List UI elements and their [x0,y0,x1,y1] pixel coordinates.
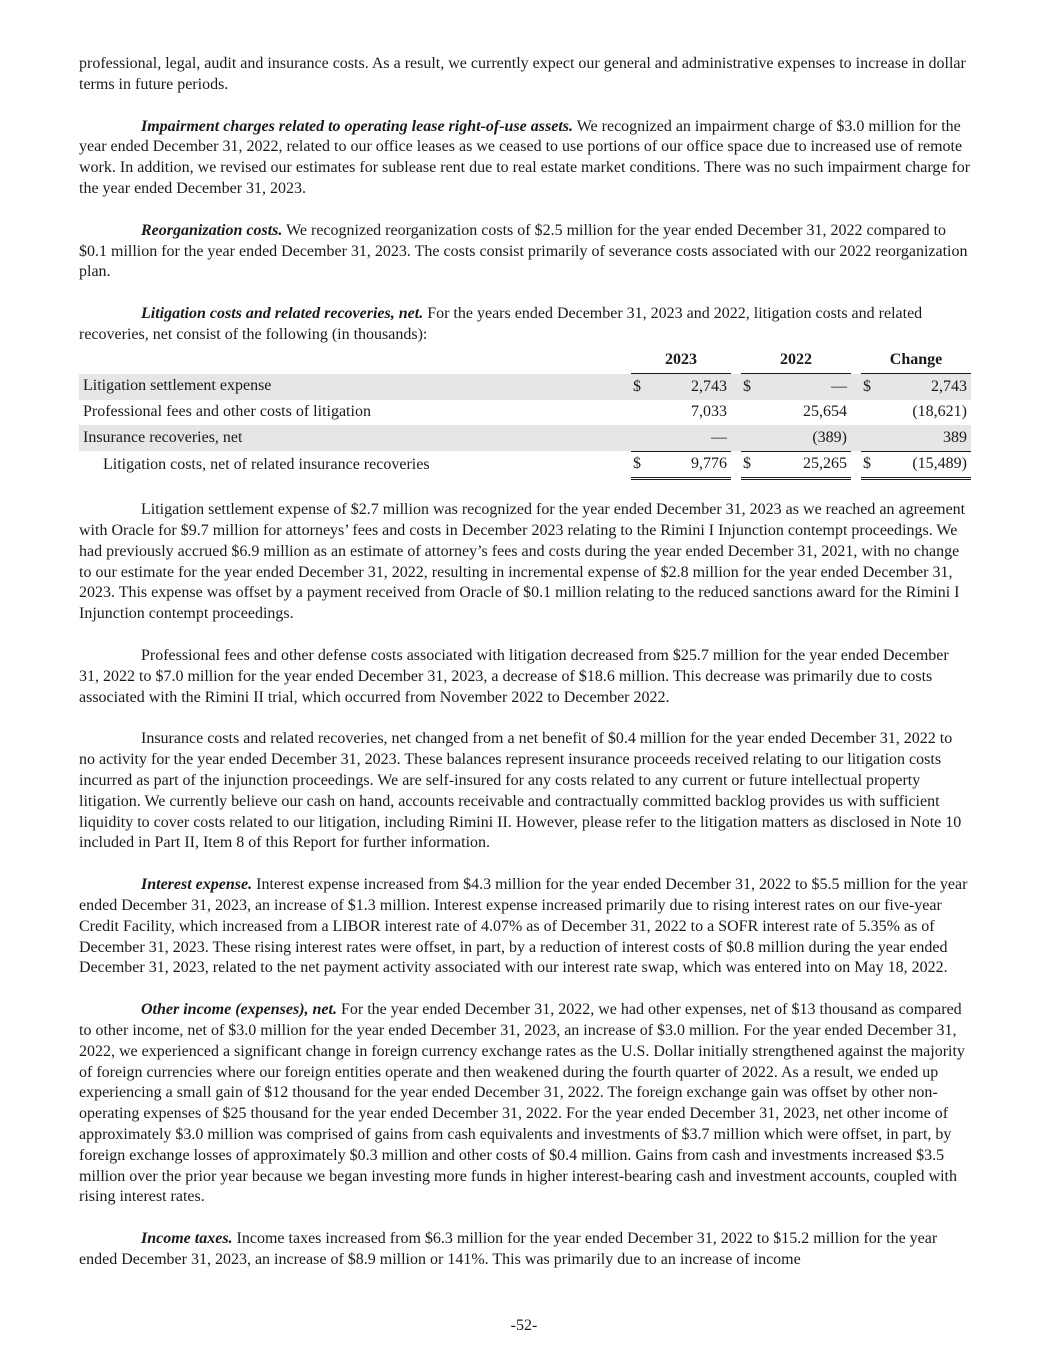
document-page [79,54,971,1292]
dollar-sign: $ [861,451,881,479]
dollar-sign: $ [741,374,761,400]
value-2022: (389) [761,425,851,451]
heading-interest-expense: Interest expense. [141,876,253,894]
dollar-sign [741,425,761,451]
row-label: Litigation costs, net of related insurance recoveries [103,455,430,473]
page-number: -52- [510,1317,538,1334]
value-2023: — [661,425,731,451]
dollar-sign [861,425,881,451]
paragraph-professional-fees: Professional fees and other defense costs associated with litigation decreased from $25.7 million for the year ended December 31, 2022 to $7.0 million for the year ended December 31, 2023, a decrease of $18.6 million. This decrease was primarily due to costs associated with the Rimini II trial, which occurred from November 2022 to December 2022. [79,647,949,706]
table-total-row [79,451,971,479]
paragraph-insurance-recoveries: Insurance costs and related recoveries, net changed from a net benefit of $0.4 million for the year ended December 31, 2022 to no activity for the year ended December 31, 2023. These balances represent insurance proceeds received relating to our litigation costs incurred as part of the injunction proceedings. We are self-insured for any costs related to any current or future intellectual property litigation. We currently believe our cash on hand, accounts receivable and contractually committed backlog provides us with sufficient liquidity to cover costs related to our litigation, including Rimini II. However, please refer to the litigation matters as disclosed in Note 10 included in Part II, Item 8 of this Report for further information. [79,730,962,852]
value-change: (15,489) [881,451,971,479]
dollar-sign: $ [631,451,661,479]
value-2023: 9,776 [661,451,731,479]
paragraph-income-taxes [79,1229,971,1271]
value-change: (18,621) [912,403,967,421]
row-label: Insurance recoveries, net [79,425,619,451]
heading-impairment: Impairment charges related to operating lease right-of-use assets. [141,117,573,135]
table-row [79,374,971,400]
body-interest-expense: Interest expense increased from $4.3 million for the year ended December 31, 2022 to $5.5 million for the year ended December 31, 2023, an increase of $1.3 million. Interest expense increased primarily due to rising interest rates on our five-year Credit Facility, which increased from a LIBOR interest rate of 4.07% as of December 31, 2022 to a SOFR interest rate of 5.35% as of December 31, 2023. These rising interest rates were offset, in part, by a reduction of interest costs of $0.8 million during the year ended December 31, 2023, related to the net payment activity associated with our interest rate swap, which was entered into on May 18, 2022. [79,876,968,977]
value-2022: — [761,374,851,400]
header-2022: 2022 [741,348,851,374]
paragraph-impairment [79,117,971,200]
heading-litigation: Litigation costs and related recoveries, net. [141,305,424,323]
dollar-sign [741,400,761,426]
value-2022: 25,265 [761,451,851,479]
paragraph-settlement-expense: Litigation settlement expense of $2.7 million was recognized for the year ended December 31, 2023 as we reached an agreement with Oracle for $9.7 million for attorneys’ fees and costs in December 2023 relating to the Rimini I Injunction contempt proceedings. We had previously accrued $6.9 million as an estimate of attorney’s fees and costs during the year ended December 31, 2021, with no change to our estimate for the year ended December 31, 2022, resulting in incremental expense of $2.8 million for the year ended December 31, 2023. This expense was offset by a payment received from Oracle of $0.1 million relating to the reduced sanctions award for the Rimini I Injunction contempt proceedings. [79,501,966,623]
dollar-sign [631,400,661,426]
dollar-sign: $ [741,451,761,479]
value-2022: 25,654 [803,403,847,421]
heading-other-income: Other income (expenses), net. [141,1001,337,1019]
body-reorganization: We recognized reorganization costs of $2.5 million for the year ended December 31, 2022 compared to $0.1 million for the year ended December 31, 2023. The costs consist primarily of severance costs associated with our 2022 reorganization plan. [79,221,968,281]
table-header-row [79,348,971,374]
row-label: Litigation settlement expense [79,374,619,400]
body-litigation-intro: For the years ended December 31, 2023 and 2022, litigation costs and related recoveries, net consist of the following (in thousands): [79,305,923,343]
body-other-income: For the year ended December 31, 2022, we had other expenses, net of $13 thousand as compared to other income, net of $3.0 million for the year ended December 31, 2023, an increase of $3.0 million. For the year ended December 31, 2022, we experienced a significant change in foreign currency exchange rates as the U.S. Dollar initially strengthened against the majority of foreign currencies where our foreign entities operate and then weakened during the fourth quarter of 2022. As a result, we ended up experiencing a small gain of $12 thousand for the year ended December 31, 2022. The foreign exchange gain was offset by other non-operating expenses of $25 thousand for the year ended December 31, 2022. For the year ended December 31, 2023, net other income of approximately $3.0 million was comprised of gains from cash equivalents and investments of $3.7 million which were offset, in part, by foreign exchange losses of approximately $0.3 million and other costs of $0.4 million. Gains from cash and investments increased $3.5 million over the prior year because we began investing more funds in higher interest-bearing cash and investment accounts, coupled with rising interest rates. [79,1001,965,1206]
dollar-sign: $ [861,374,881,400]
paragraph-reorganization [79,221,971,283]
heading-income-taxes: Income taxes. [141,1230,233,1248]
body-impairment: We recognized an impairment charge of $3.0 million for the year ended December 31, 2022, related to our office leases as we ceased to use portions of our office space due to increased use of remote work. In addition, we revised our estimates for sublease rent due to real estate market conditions. There was no such impairment charge for the year ended December 31, 2023. [79,117,971,197]
dollar-sign [861,400,881,426]
table-row [79,425,971,451]
value-change: 2,743 [881,374,971,400]
header-2023: 2023 [631,348,731,374]
table-row [79,400,971,426]
litigation-costs-table [79,348,971,481]
dollar-sign: $ [631,374,661,400]
header-change: Change [861,348,971,374]
row-label: Professional fees and other costs of litigation [83,403,371,421]
dollar-sign [631,425,661,451]
paragraph-interest-expense [79,875,971,979]
paragraph-other-income [79,1000,971,1208]
value-change: 389 [881,425,971,451]
heading-reorganization: Reorganization costs. [141,221,283,239]
body-income-taxes: Income taxes increased from $6.3 million for the year ended December 31, 2022 to $15.2 million for the year ended December 31, 2023, an increase of $8.9 million or 141%. This was primarily due to an increase of income [79,1230,938,1268]
paragraph-ga-continuation: professional, legal, audit and insurance costs. As a result, we currently expect our general and administrative expenses to increase in dollar terms in future periods. [79,55,966,93]
value-2023: 7,033 [691,403,727,421]
value-2023: 2,743 [661,374,731,400]
paragraph-litigation-intro [79,304,971,346]
